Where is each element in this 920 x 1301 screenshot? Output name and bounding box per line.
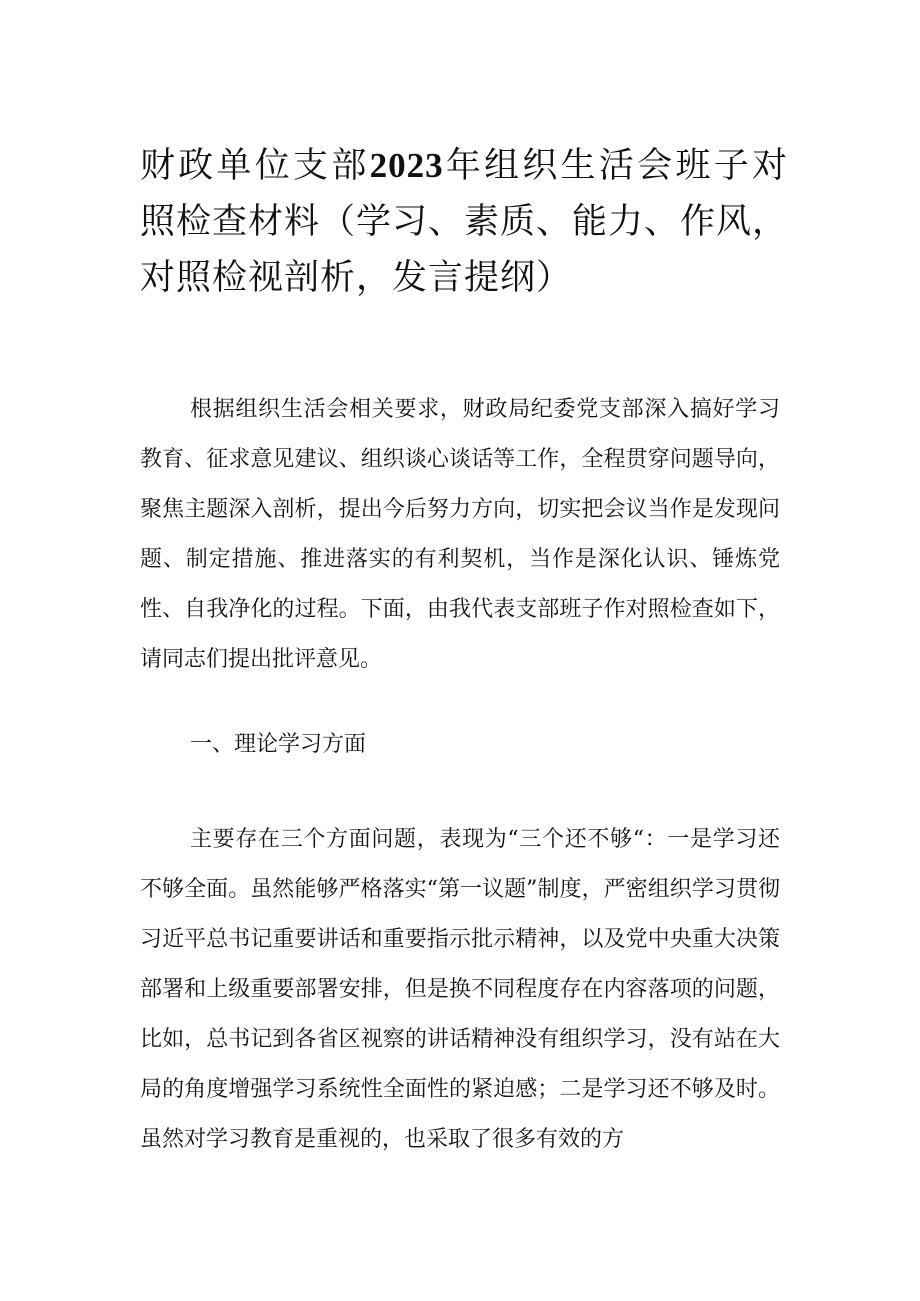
title-year: 2023 bbox=[369, 146, 444, 185]
intro-paragraph: 根据组织生活会相关要求，财政局纪委党支部深入搞好学习教育、征求意见建议、组织谈心谈话等工作，全程贯穿问题导向，聚焦主题深入剖析，提出今后努力方向，切实把会议当作是发现问题、制定措施、推进落实的有利契机，当作是深化认识、锤炼党性、自我净化的过程。下面，由我代表支部班子作对照检查如下，请同志们提出批评意见。 bbox=[140, 397, 780, 672]
section-heading-theory-study: 一、理论学习方面 bbox=[190, 732, 367, 757]
title-text-part1: 财政单位支部 bbox=[140, 146, 370, 186]
document-title bbox=[140, 138, 788, 306]
section-body-theory-study: 主要存在三个方面问题，表现为“三个还不够“：一是学习还不够全面。虽然能够严格落实“第一议题”制度，严密组织学习贯彻习近平总书记重要讲话和重要指示批示精神，以及党中央重大决策部署和上级重要部署安排，但是换不同程度存在内容落项的问题，比如，总书记到各省区视察的讲话精神没有组织学习，没有站在大局的角度增强学习系统性全面性的紧迫感；二是学习还不够及时。虽然对学习教育是重视的，也采取了很多有效的方 bbox=[140, 827, 780, 1152]
title-text-part2: 年组织生活会班子对照检查材料（学习、素质、能力、作风，对照检视剖析，发言提纲） bbox=[140, 146, 789, 298]
